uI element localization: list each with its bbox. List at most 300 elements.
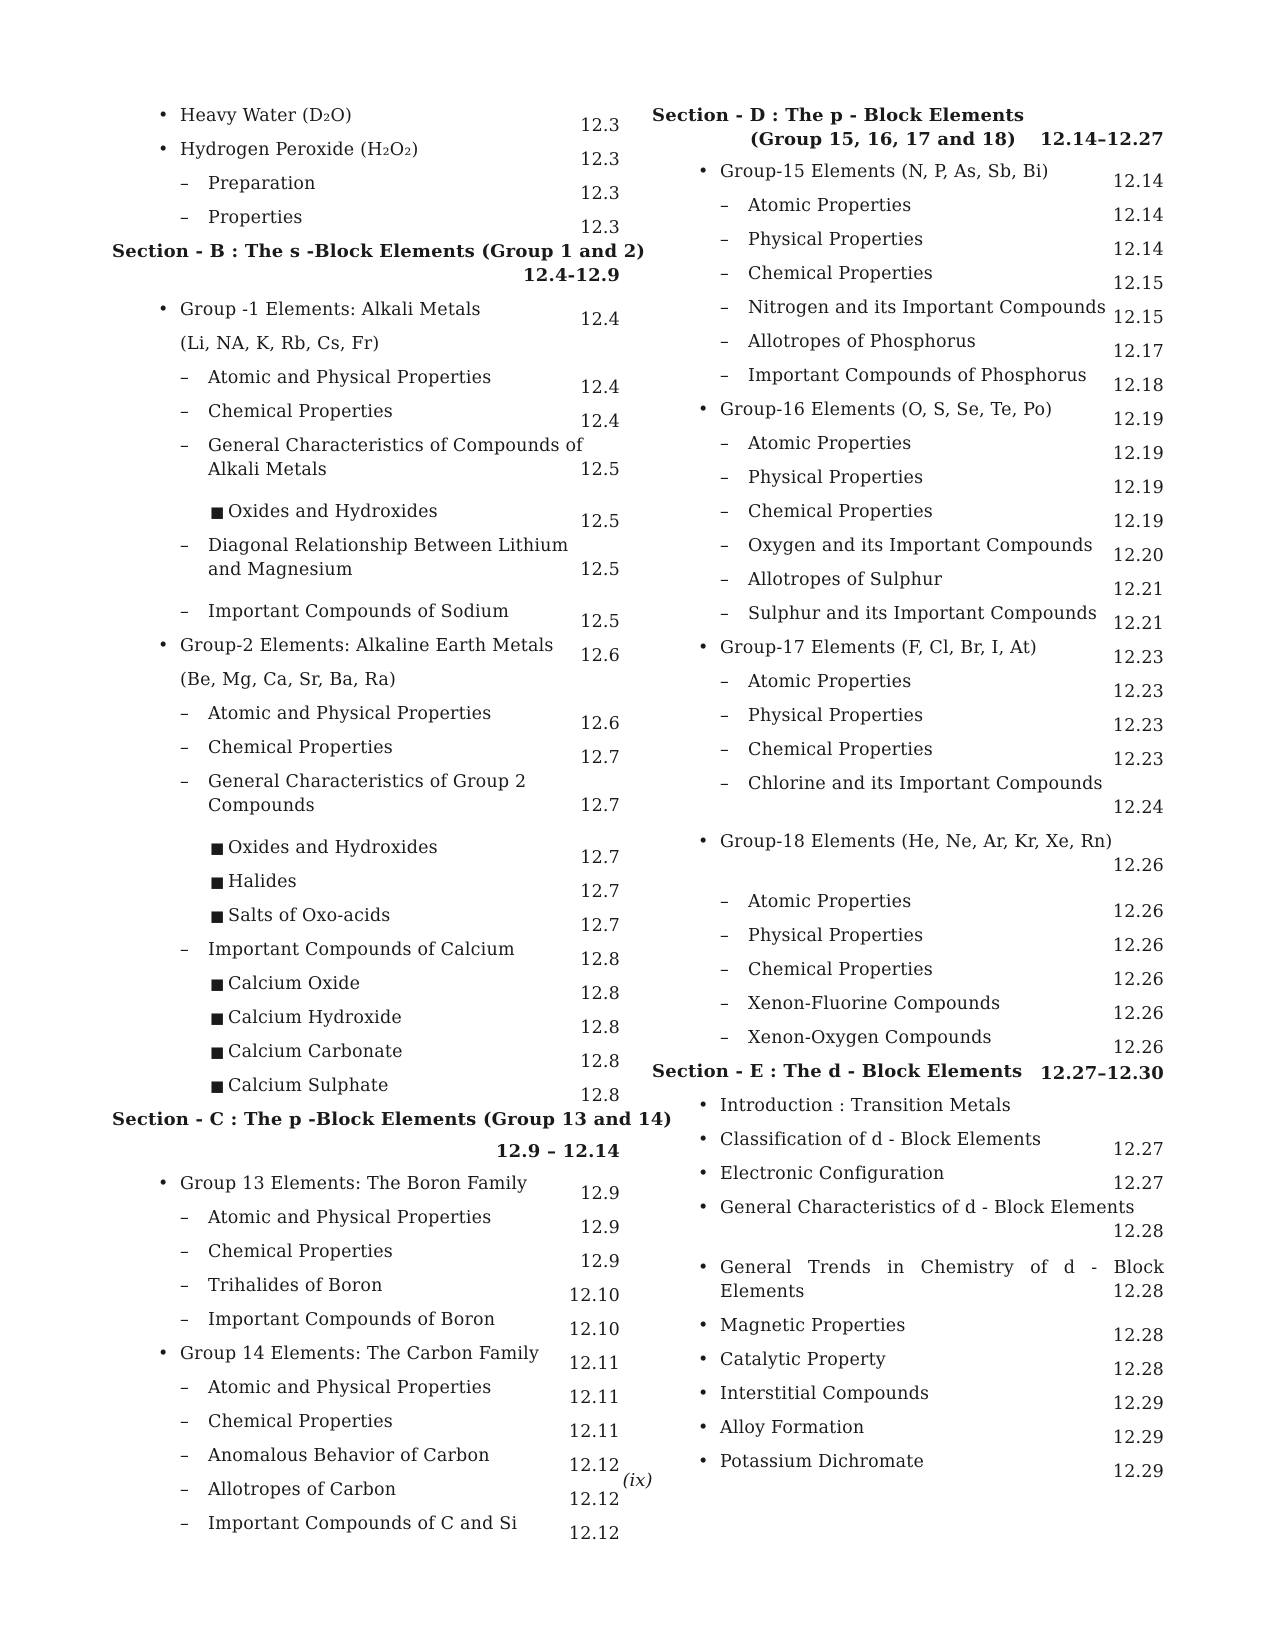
bullet-icon: • [698, 400, 709, 420]
entry-page: 12.4 [580, 412, 620, 432]
dash-icon: – [720, 298, 729, 318]
toc-subsubentry [112, 870, 620, 904]
toc-entry [652, 1382, 1164, 1416]
toc-subentry [652, 432, 1164, 466]
entry-page: 12.6 [580, 646, 620, 666]
entry-title: Important Compounds of Boron [208, 1310, 496, 1330]
toc-entry [652, 1162, 1164, 1196]
dash-icon: – [180, 436, 189, 456]
square-bullet-icon: ■ [210, 1009, 225, 1027]
toc-entry [112, 138, 620, 172]
entry-title-line: Alkali Metals [208, 460, 327, 480]
entry-title: Sulphur and its Important Compounds [748, 604, 1098, 624]
entry-page: 12.26 [1112, 936, 1164, 956]
entry-page: 12.26 [1112, 856, 1164, 876]
dash-icon: – [180, 940, 189, 960]
bullet-icon: • [158, 636, 169, 656]
entry-page: 12.15 [1112, 308, 1164, 328]
section-range: 12.14–12.27 [1040, 129, 1164, 150]
entry-title: Physical Properties [748, 230, 924, 250]
dash-icon: – [180, 208, 189, 228]
toc-entry [652, 1094, 1164, 1128]
bullet-icon: • [698, 1316, 709, 1336]
entry-title: Potassium Dichromate [720, 1452, 925, 1472]
section-e-heading [652, 1060, 1164, 1094]
toc-subentry [652, 602, 1164, 636]
entry-title: (Li, NA, K, Rb, Cs, Fr) [180, 334, 380, 354]
entry-title: Chemical Properties [208, 1242, 393, 1262]
entry-page: 12.23 [1112, 648, 1164, 668]
square-bullet-icon: ■ [210, 503, 225, 521]
toc-subentry [112, 1240, 620, 1274]
entry-page: 12.10 [568, 1320, 620, 1340]
toc-subentry [652, 1026, 1164, 1060]
toc-subentry [652, 890, 1164, 924]
toc-entry [652, 1128, 1164, 1162]
entry-page: 12.29 [1112, 1462, 1164, 1482]
toc-entry [112, 298, 620, 332]
entry-page: 12.28 [1112, 1360, 1164, 1380]
entry-page: 12.19 [1112, 410, 1164, 430]
entry-page: 12.28 [1112, 1326, 1164, 1346]
entry-page: 12.11 [568, 1354, 620, 1374]
toc-group [652, 1094, 1164, 1484]
square-bullet-icon: ■ [210, 873, 225, 891]
entry-title: Allotropes of Sulphur [748, 570, 943, 590]
toc-subentry [112, 206, 620, 240]
toc-subentry [652, 330, 1164, 364]
entry-title: Salts of Oxo-acids [228, 906, 391, 926]
entry-page: 12.29 [1112, 1428, 1164, 1448]
dash-icon: – [720, 264, 729, 284]
entry-title: Xenon-Oxygen Compounds [748, 1028, 992, 1048]
entry-title: Classification of d - Block Elements [720, 1130, 1042, 1150]
section-c-heading [112, 1108, 673, 1140]
entry-title: Hydrogen Peroxide (H₂O₂) [180, 140, 419, 160]
entry-page: 12.29 [1112, 1394, 1164, 1414]
bullet-icon: • [698, 1384, 709, 1404]
entry-title: Chemical Properties [208, 1412, 393, 1432]
entry-page: 12.8 [580, 1052, 620, 1072]
entry-title: Atomic Properties [748, 892, 912, 912]
entry-title-line: and Magnesium [208, 560, 353, 580]
toc-subentry [652, 262, 1164, 296]
toc-subentry [112, 366, 620, 400]
entry-page: 12.8 [580, 1086, 620, 1106]
toc-subentry [652, 296, 1164, 330]
bullet-icon: • [698, 162, 709, 182]
toc-subentry [652, 738, 1164, 772]
toc-subentry [652, 194, 1164, 228]
toc-subentry [652, 958, 1164, 992]
entry-page: 12.12 [568, 1456, 620, 1476]
entry-page: 12.28 [1112, 1282, 1164, 1302]
entry-title-line: Diagonal Relationship Between Lithium [208, 536, 569, 556]
bullet-icon: • [698, 638, 709, 658]
dash-icon: – [180, 1480, 189, 1500]
entry-title-line: General Characteristics of Group 2 [208, 772, 527, 792]
entry-title: Atomic Properties [748, 672, 912, 692]
entry-page: 12.8 [580, 1018, 620, 1038]
bullet-icon: • [698, 832, 709, 852]
dash-icon: – [180, 738, 189, 758]
toc-subsubentry [112, 1074, 620, 1108]
entry-title: Physical Properties [748, 468, 924, 488]
entry-title: Magnetic Properties [720, 1316, 906, 1336]
entry-page: 12.5 [580, 512, 620, 532]
bullet-icon: • [158, 1174, 169, 1194]
dash-icon: – [720, 960, 729, 980]
entry-title: Calcium Sulphate [228, 1076, 389, 1096]
entry-page: 12.9 [580, 1184, 620, 1204]
entry-title-line: General Trends in Chemistry of d - Block [720, 1258, 1164, 1278]
toc-subentry [112, 600, 620, 634]
toc-subentry [652, 466, 1164, 500]
entry-title: Group-15 Elements (N, P, As, Sb, Bi) [720, 162, 1049, 182]
entry-title: Electronic Configuration [720, 1164, 945, 1184]
entry-page: 12.14 [1112, 172, 1164, 192]
toc-entry [652, 830, 1164, 890]
entry-title: Trihalides of Boron [208, 1276, 383, 1296]
entry-title: Chemical Properties [748, 960, 933, 980]
entry-page: 12.27 [1112, 1174, 1164, 1194]
entry-title: Important Compounds of C and Si [208, 1514, 518, 1534]
entry-title: Important Compounds of Phosphorus [748, 366, 1087, 386]
entry-page: 12.14 [1112, 240, 1164, 260]
toc-subsubentry [112, 1040, 620, 1074]
toc-subentry [652, 924, 1164, 958]
toc-entry [652, 398, 1164, 432]
entry-title: Chlorine and its Important Compounds [748, 774, 1103, 794]
entry-page: 12.26 [1112, 970, 1164, 990]
entry-page: 12.4 [580, 310, 620, 330]
entry-title: Atomic Properties [748, 434, 912, 454]
entry-page: 12.15 [1112, 274, 1164, 294]
dash-icon: – [180, 1378, 189, 1398]
dash-icon: – [720, 230, 729, 250]
dash-icon: – [720, 740, 729, 760]
entry-title: Introduction : Transition Metals [720, 1096, 1011, 1116]
toc-subentry [652, 364, 1164, 398]
entry-title: Physical Properties [748, 706, 924, 726]
entry-title: Xenon-Fluorine Compounds [748, 994, 1001, 1014]
toc-subentry [112, 400, 620, 434]
entry-title: Atomic and Physical Properties [208, 704, 492, 724]
toc-subentry [112, 434, 620, 500]
dash-icon: – [180, 1446, 189, 1466]
entry-title: Interstitial Compounds [720, 1384, 930, 1404]
entry-page: 12.7 [580, 748, 620, 768]
entry-title: Allotropes of Phosphorus [748, 332, 976, 352]
entry-page: 12.26 [1112, 1004, 1164, 1024]
dash-icon: – [720, 774, 729, 794]
toc-subentry [112, 534, 620, 600]
entry-page: 12.9 [580, 1218, 620, 1238]
toc-entry [112, 1342, 620, 1376]
entry-title: Oxygen and its Important Compounds [748, 536, 1093, 556]
bullet-icon: • [698, 1452, 709, 1472]
dash-icon: – [720, 366, 729, 386]
dash-icon: – [180, 536, 189, 556]
bullet-icon: • [698, 1198, 709, 1218]
bullet-icon: • [698, 1164, 709, 1184]
dash-icon: – [180, 704, 189, 724]
toc-subentry [652, 568, 1164, 602]
toc-entry-continuation [112, 668, 620, 702]
section-title: Section - C : The p -Block Elements (Group 13 and 14) [112, 1109, 673, 1130]
toc-subentry [112, 736, 620, 770]
entry-page: 12.3 [580, 184, 620, 204]
section-b-range-row [112, 264, 620, 298]
entry-title: Heavy Water (D₂O) [180, 106, 353, 126]
entry-title: Atomic Properties [748, 196, 912, 216]
toc-entry [112, 634, 620, 668]
toc-subentry [112, 1376, 620, 1410]
dash-icon: – [720, 434, 729, 454]
dash-icon: – [720, 706, 729, 726]
entry-page: 12.11 [568, 1422, 620, 1442]
section-range: 12.27–12.30 [1040, 1063, 1164, 1084]
entry-page: 12.21 [1112, 580, 1164, 600]
entry-title-line: Compounds [208, 796, 315, 816]
entry-title: Group-16 Elements (O, S, Se, Te, Po) [720, 400, 1053, 420]
square-bullet-icon: ■ [210, 975, 225, 993]
entry-page: 12.7 [580, 796, 620, 816]
entry-page: 12.9 [580, 1252, 620, 1272]
toc-group [112, 298, 620, 1108]
dash-icon: – [720, 926, 729, 946]
entry-page: 12.3 [580, 150, 620, 170]
entry-title: Chemical Properties [208, 738, 393, 758]
toc-right-column [652, 104, 1164, 1484]
section-d-heading [652, 104, 1164, 160]
entry-page: 12.23 [1112, 750, 1164, 770]
entry-title: Allotropes of Carbon [208, 1480, 397, 1500]
entry-page: 12.5 [580, 460, 620, 480]
entry-title: Anomalous Behavior of Carbon [208, 1446, 490, 1466]
bullet-icon: • [698, 1258, 709, 1278]
entry-title: (Be, Mg, Ca, Sr, Ba, Ra) [180, 670, 396, 690]
toc-subsubentry [112, 904, 620, 938]
dash-icon: – [180, 1276, 189, 1296]
toc-entry [652, 1416, 1164, 1450]
entry-page: 12.6 [580, 714, 620, 734]
entry-page: 12.19 [1112, 478, 1164, 498]
square-bullet-icon: ■ [210, 1043, 225, 1061]
toc-subentry [112, 938, 620, 972]
entry-title-line: Elements [720, 1282, 805, 1302]
square-bullet-icon: ■ [210, 1077, 225, 1095]
toc-subsubentry [112, 972, 620, 1006]
entry-page: 12.5 [580, 612, 620, 632]
entry-page: 12.7 [580, 882, 620, 902]
entry-page: 12.10 [568, 1286, 620, 1306]
dash-icon: – [180, 1514, 189, 1534]
entry-title: Calcium Oxide [228, 974, 361, 994]
toc-entry [652, 1256, 1164, 1314]
toc-entry-continuation [112, 332, 620, 366]
entry-title: Calcium Carbonate [228, 1042, 403, 1062]
section-c-range-row [112, 1140, 620, 1172]
toc-subentry [652, 500, 1164, 534]
toc-subsubentry [112, 1006, 620, 1040]
entry-page: 12.19 [1112, 444, 1164, 464]
entry-title: Group -1 Elements: Alkali Metals [180, 300, 481, 320]
toc-entry [112, 104, 620, 138]
entry-title: Group 13 Elements: The Boron Family [180, 1174, 528, 1194]
bullet-icon: • [698, 1130, 709, 1150]
entry-title: Important Compounds of Sodium [208, 602, 510, 622]
toc-entry [112, 1172, 620, 1206]
toc-subentry [652, 534, 1164, 568]
entry-page: 12.18 [1112, 376, 1164, 396]
toc-subentry [652, 992, 1164, 1026]
dash-icon: – [720, 672, 729, 692]
entry-page: 12.8 [580, 984, 620, 1004]
toc-subentry [112, 770, 620, 836]
entry-page: 12.8 [580, 950, 620, 970]
entry-title: Alloy Formation [720, 1418, 865, 1438]
entry-page: 12.19 [1112, 512, 1164, 532]
toc-subentry [652, 772, 1164, 830]
entry-title: Nitrogen and its Important Compounds [748, 298, 1107, 318]
entry-title: Group 14 Elements: The Carbon Family [180, 1344, 540, 1364]
entry-page: 12.17 [1112, 342, 1164, 362]
entry-title: Atomic and Physical Properties [208, 368, 492, 388]
entry-title: Chemical Properties [748, 264, 933, 284]
toc-subsubentry [112, 500, 620, 534]
square-bullet-icon: ■ [210, 907, 225, 925]
entry-page: 12.24 [1112, 798, 1164, 818]
entry-title: Oxides and Hydroxides [228, 502, 438, 522]
entry-page: 12.23 [1112, 682, 1164, 702]
entry-page: 12.23 [1112, 716, 1164, 736]
toc-entry [652, 636, 1164, 670]
toc-subentry [112, 172, 620, 206]
entry-title: Chemical Properties [748, 740, 933, 760]
dash-icon: – [720, 502, 729, 522]
section-range: 12.9 – 12.14 [495, 1141, 620, 1162]
entry-title: Halides [228, 872, 297, 892]
toc-subsubentry [112, 836, 620, 870]
section-title: Section - D : The p - Block Elements [652, 105, 1025, 126]
bullet-icon: • [158, 300, 169, 320]
entry-page: 12.3 [580, 116, 620, 136]
entry-page: 12.27 [1112, 1140, 1164, 1160]
toc-subentry [112, 1308, 620, 1342]
entry-title: Catalytic Property [720, 1350, 886, 1370]
entry-title: Group-2 Elements: Alkaline Earth Metals [180, 636, 554, 656]
entry-title: Atomic and Physical Properties [208, 1208, 492, 1228]
toc-subentry [652, 228, 1164, 262]
dash-icon: – [180, 772, 189, 792]
toc-entry [652, 1196, 1164, 1256]
toc-subentry [112, 1512, 620, 1546]
dash-icon: – [720, 994, 729, 1014]
dash-icon: – [720, 536, 729, 556]
entry-title: Calcium Hydroxide [228, 1008, 402, 1028]
entry-title: Preparation [208, 174, 316, 194]
dash-icon: – [180, 1310, 189, 1330]
dash-icon: – [180, 368, 189, 388]
dash-icon: – [720, 604, 729, 624]
toc-entry [652, 1314, 1164, 1348]
toc-entry [652, 160, 1164, 194]
entry-title: Oxides and Hydroxides [228, 838, 438, 858]
entry-page: 12.28 [1112, 1222, 1164, 1242]
bullet-icon: • [698, 1350, 709, 1370]
entry-title: Physical Properties [748, 926, 924, 946]
dash-icon: – [180, 602, 189, 622]
page-number: (ix) [622, 1470, 653, 1491]
entry-page: 12.26 [1112, 1038, 1164, 1058]
entry-page: 12.14 [1112, 206, 1164, 226]
toc-subentry [112, 1274, 620, 1308]
dash-icon: – [720, 892, 729, 912]
entry-title: Chemical Properties [208, 402, 393, 422]
bullet-icon: • [158, 140, 169, 160]
entry-page: 12.7 [580, 916, 620, 936]
entry-page: 12.4 [580, 378, 620, 398]
dash-icon: – [720, 1028, 729, 1048]
toc-subentry [652, 670, 1164, 704]
entry-title-line: General Characteristics of Compounds of [208, 436, 583, 456]
entry-page: 12.5 [580, 560, 620, 580]
section-subtitle: (Group 15, 16, 17 and 18) [750, 129, 1016, 150]
bullet-icon: • [158, 1344, 169, 1364]
toc-group [112, 104, 620, 240]
entry-title: General Characteristics of d - Block Elements [720, 1198, 1135, 1218]
entry-title: Important Compounds of Calcium [208, 940, 515, 960]
bullet-icon: • [158, 106, 169, 126]
entry-page: 12.12 [568, 1524, 620, 1544]
entry-page: 12.7 [580, 848, 620, 868]
dash-icon: – [720, 196, 729, 216]
toc-subentry [652, 704, 1164, 738]
dash-icon: – [180, 402, 189, 422]
entry-title: Atomic and Physical Properties [208, 1378, 492, 1398]
entry-page: 12.20 [1112, 546, 1164, 566]
dash-icon: – [180, 1242, 189, 1262]
dash-icon: – [720, 332, 729, 352]
section-title: Section - E : The d - Block Elements [652, 1061, 1023, 1082]
bullet-icon: • [698, 1096, 709, 1116]
section-range: 12.4-12.9 [523, 265, 620, 286]
toc-entry [652, 1348, 1164, 1382]
dash-icon: – [720, 468, 729, 488]
bullet-icon: • [698, 1418, 709, 1438]
entry-page: 12.12 [568, 1490, 620, 1510]
entry-page: 12.3 [580, 218, 620, 238]
section-title: Section - B : The s -Block Elements (Group 1 and 2) [112, 241, 646, 262]
square-bullet-icon: ■ [210, 839, 225, 857]
entry-title: Group-17 Elements (F, Cl, Br, I, At) [720, 638, 1037, 658]
entry-title: Chemical Properties [748, 502, 933, 522]
entry-title: Group-18 Elements (He, Ne, Ar, Kr, Xe, Rn) [720, 832, 1113, 852]
toc-subentry [112, 1206, 620, 1240]
toc-subentry [112, 702, 620, 736]
dash-icon: – [720, 570, 729, 590]
toc-group [652, 160, 1164, 1060]
entry-page: 12.21 [1112, 614, 1164, 634]
dash-icon: – [180, 1412, 189, 1432]
dash-icon: – [180, 174, 189, 194]
dash-icon: – [180, 1208, 189, 1228]
entry-page: 12.26 [1112, 902, 1164, 922]
entry-page: 12.11 [568, 1388, 620, 1408]
toc-subentry [112, 1410, 620, 1444]
entry-title: Properties [208, 208, 303, 228]
